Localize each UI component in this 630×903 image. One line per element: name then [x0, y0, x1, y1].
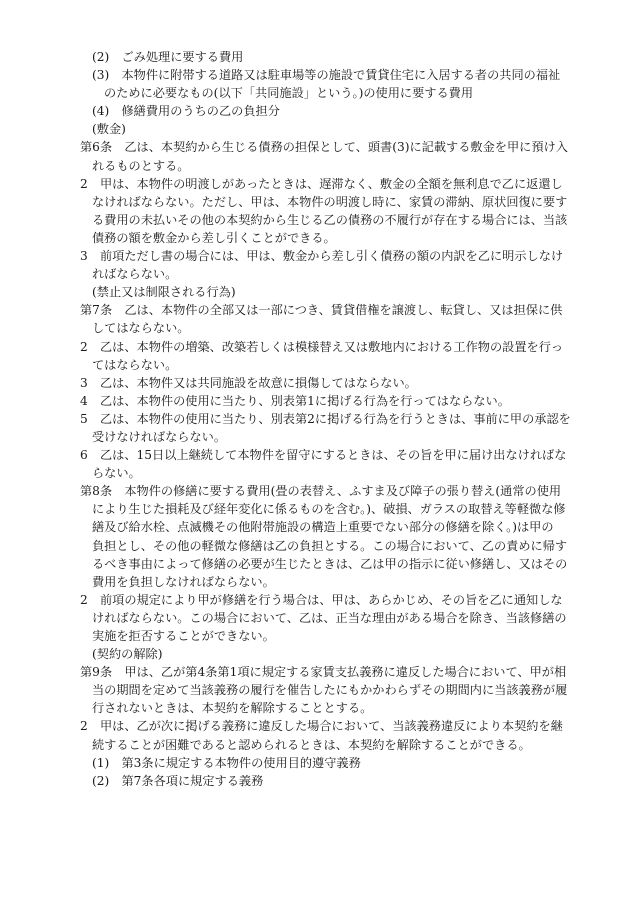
list-item: (4) 修繕費用のうちの乙の負担分: [92, 104, 280, 119]
text-line: 負担とし、その他の軽微な修繕は乙の負担とする。この場合において、乙の責めに帰す: [92, 538, 568, 553]
article-6: 第6条 乙は、本契約から生じる債務の担保として、頭書(3)に記載する敷金を甲に預け入: [80, 140, 568, 155]
text-line: ければならない。この場合において、乙は、正当な理由がある場合を除き、当該修繕の: [92, 610, 567, 625]
paragraph: 3 乙は、本物件又は共同施設を故意に損傷してはならない。: [80, 375, 417, 390]
text-line: ればならない。: [92, 267, 178, 282]
list-item: (2) 第7条各項に規定する義務: [92, 773, 264, 788]
text-line: 行されないときは、本契約を解除することとする。: [92, 701, 373, 716]
text-line: 債務の額を敷金から差し引くことができる。: [92, 230, 336, 245]
article-7: 第7条 乙は、本物件の全部又は一部につき、賃貸借権を譲渡し、転貸し、又は担保に供: [80, 303, 563, 318]
list-item: (1) 第3条に規定する本物件の使用目的遵守義務: [92, 755, 361, 770]
text-line: してはならない。: [92, 321, 190, 336]
paragraph: 3 前項ただし書の場合には、甲は、敷金から差し引く債務の額の内訳を乙に明示しなけ: [80, 249, 564, 264]
text-line: るべき事由によって修繕の必要が生じたときは、乙は甲の指示に従い修繕し、又はその: [92, 556, 568, 571]
text-line: 受けなければならない。: [92, 429, 227, 444]
text-line: 費用を負担しなければならない。: [92, 574, 275, 589]
document-body: [80, 48, 571, 790]
text-line: のために必要なもの(以下「共同施設」という。)の使用に要する費用: [104, 86, 474, 101]
paragraph: 2 前項の規定により甲が修繕を行う場合は、甲は、あらかじめ、その旨を乙に通知しな: [80, 592, 563, 607]
text-line: 実施を拒否することができない。: [92, 629, 275, 643]
section-heading: (契約の解除): [92, 647, 163, 662]
paragraph: 2 甲は、乙が次に掲げる義務に違反した場合において、当該義務違反により本契約を継: [80, 719, 563, 734]
text-line: 繕及び給水栓、点滅機その他附帯施設の構造上重要でない部分の修繕を除く。)は甲の: [92, 520, 554, 535]
text-line: れるものとする。: [92, 158, 190, 173]
section-heading: (敷金): [92, 122, 126, 137]
text-line: なければならない。ただし、甲は、本物件の明渡し時に、家賃の滞納、原状回復に要す: [92, 194, 568, 209]
text-line: てはならない。: [92, 357, 178, 372]
article-9: 第9条 甲は、乙が第4条第1項に規定する家賃支払義務に違反した場合において、甲が相: [80, 665, 567, 680]
text-line: らない。: [92, 466, 141, 481]
text-line: により生じた損耗及び経年変化に係るものを含む。)、破損、ガラスの取替え等軽微な修: [92, 502, 566, 517]
paragraph: 2 甲は、本物件の明渡しがあったときは、遅滞なく、敷金の全額を無利息で乙に返還し: [80, 176, 563, 191]
paragraph: 5 乙は、本物件の使用に当たり、別表第2に掲げる行為を行うときは、事前に甲の承認を: [80, 411, 571, 426]
paragraph: 4 乙は、本物件の使用に当たり、別表第1に掲げる行為を行ってはならない。: [80, 393, 510, 408]
text-line: 当の期間を定めて当該義務の履行を催告したにもかかわらずその期間内に当該義務が履: [92, 683, 568, 698]
list-item: (3) 本物件に附帯する道路又は駐車場等の施設で賃貸住宅に入居する者の共同の福祉: [92, 68, 561, 83]
paragraph: 2 乙は、本物件の増築、改築若しくは模様替え又は敷地内における工作物の設置を行っ: [80, 339, 564, 354]
text-line: 続することが困難であると認められるときは、本契約を解除することができる。: [92, 737, 531, 752]
paragraph: 6 乙は、15日以上継続して本物件を留守にするときは、その旨を甲に届け出なければな: [80, 448, 567, 463]
section-heading: (禁止又は制限される行為): [92, 285, 236, 300]
article-8: 第8条 本物件の修繕に要する費用(畳の表替え、ふすま及び障子の張り替え(通常の使用: [80, 484, 562, 499]
list-item: (2) ごみ処理に要する費用: [92, 50, 244, 64]
text-line: る費用の未払いその他の本契約から生じる乙の債務の不履行が存在する場合には、当該: [92, 212, 568, 227]
